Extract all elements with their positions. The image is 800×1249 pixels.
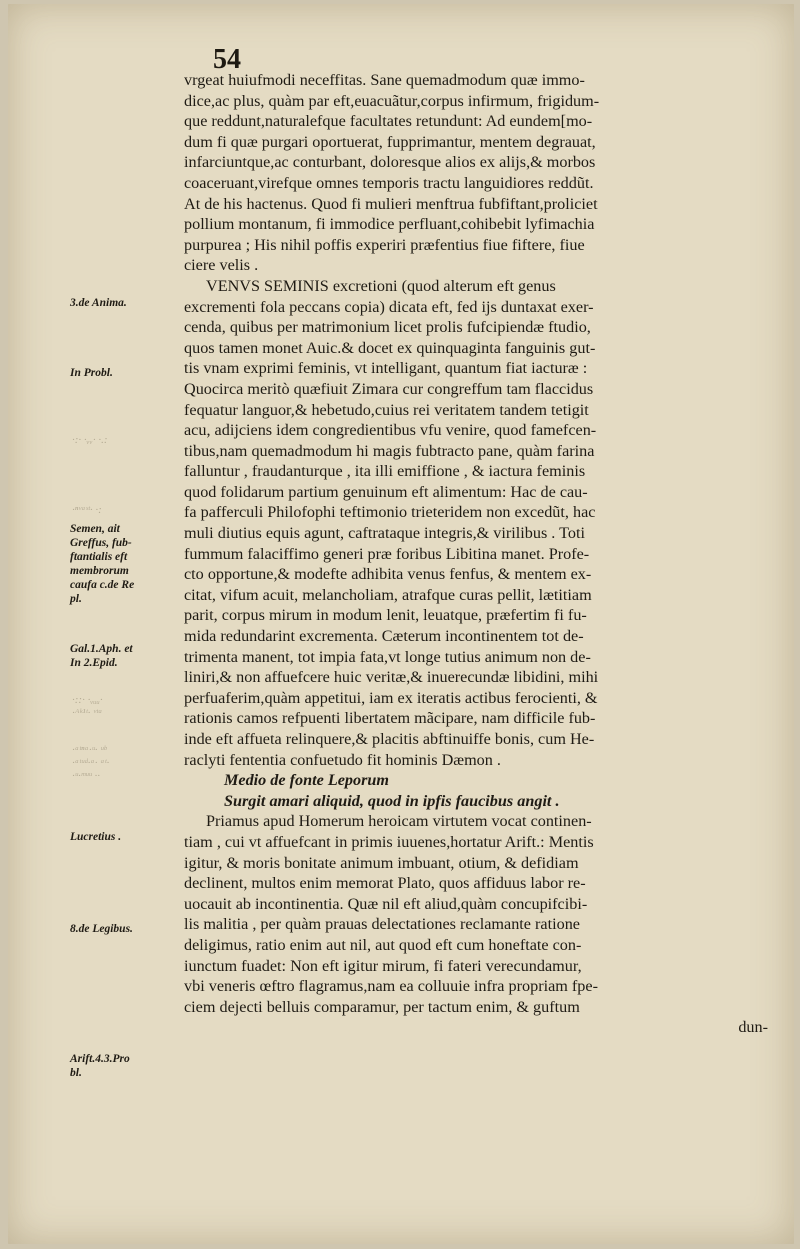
- margin-note-line: pl.: [70, 593, 82, 605]
- text-line: Priamus apud Homerum heroicam virtutem vocat continen-: [206, 812, 592, 831]
- text-line: iunctum fuadet: Non eft igitur mirum, fi fateri verecundamur,: [184, 956, 582, 975]
- margin-note-line: bl.: [70, 1067, 82, 1079]
- text-line: At de his hactenus. Quod fi mulieri menftrua fubfiftant,proliciet: [184, 194, 598, 213]
- text-line: fa pafferculi Philofophi teftimonio trieteridem non excedũt, hac: [184, 503, 596, 522]
- margin-note: [70, 922, 180, 936]
- margin-note-line: Greffus, fub-: [70, 537, 132, 549]
- text-line: muli diutius equis agunt, caftrataque integris,& virilibus . Toti: [184, 524, 585, 543]
- margin-note-line: 3.de Anima.: [70, 297, 127, 309]
- margin-note-line: Lucretius .: [70, 831, 122, 843]
- text-line: fequatur languor,& hebetudo,cuius rei veritatem tandem tetigit: [184, 400, 589, 419]
- text-line: cto opportune,& modefte adhibita venus fenfus, & mentem ex-: [184, 565, 592, 584]
- text-line: Medio de fonte Leporum: [224, 771, 390, 790]
- text-line: tibus,nam quemadmodum hi magis fubtracto pane, quàm farina: [184, 441, 595, 460]
- text-line: que reddunt,naturalefque facultates retundunt: Ad eundem[mo-: [184, 112, 593, 131]
- text-line: quod folidarum partium genuinum eft alimentum: Hac de cau-: [184, 482, 588, 501]
- text-line: inde eft affueta relinquere,& placitis abftinuiffe bonis, cum He-: [184, 730, 595, 748]
- margin-note: [70, 296, 180, 310]
- body-text: [184, 70, 768, 1038]
- bleed-through-mark: ·:· ·ᵥᵥ· ·.:: [72, 434, 108, 446]
- margin-note-line: Semen, ait: [70, 523, 120, 535]
- text-line: tis vnam exprimi feminis, vt intelligant, quantum fiat iacturæ :: [184, 359, 588, 378]
- text-line: dun-: [738, 1018, 768, 1037]
- text-line: acu, adijciens idem congredientibus vfu venire, quod famefcen-: [184, 421, 597, 440]
- text-line: liniri,& non affuefcere huic veritæ,& inuerecundæ libidini, mihi: [184, 668, 599, 687]
- text-line: VENVS SEMINIS excretioni (quod alterum eft genus: [206, 276, 556, 295]
- bleed-through-mark: ·::· ·ᵥᵤᵤ· ·ᴬᵏ¹ᵗ· ᵛᵗᵃ: [72, 694, 103, 719]
- margin-note-line: In Probl.: [70, 367, 113, 379]
- text-line: raclyti fententia confuetudo fit hominis Dæmon .: [184, 750, 501, 769]
- text-line: tiam , cui vt affuefcant in primis iuuenes,hortatur Arift.: Mentis: [184, 832, 594, 851]
- text-line: cenda, quibus per matrimonium licet prolis fufcipiendæ ftudio,: [184, 318, 591, 337]
- text-line: declinent, multos enim memorat Plato, quos affiduus labor re-: [184, 874, 586, 893]
- text-line: dum fi quæ purgari oportuerat, fupprimantur, mentem degrauat,: [184, 132, 596, 151]
- text-line: pollium montanum, fi immodice perfluant,cohibebit lyfimachia: [184, 215, 595, 234]
- page-number: 54: [213, 44, 241, 75]
- bleed-through-mark: ·ⁿᵛᵃˢᵗ· ·:: [72, 504, 102, 516]
- text-line: vrgeat huiufmodi neceffitas. Sane quemadmodum quæ immo-: [184, 71, 585, 89]
- text-line: deligimus, ratio enim aut nil, aut quod eft cum honeftate con-: [184, 935, 582, 954]
- text-line: Surgit amari aliquid, quod in ipfis faucibus angit .: [224, 791, 560, 810]
- text-line: purpurea ; His nihil poffis experiri præfentius fiue fiftere, fiue: [184, 235, 585, 254]
- margin-note-line: 8.de Legibus.: [70, 923, 133, 935]
- text-line: dice,ac plus, quàm par eft,euacuãtur,corpus infirmum, frigidum-: [184, 91, 600, 110]
- text-line: uocauit ab incontinentia. Quæ nil eft aliud,quàm concupifcibi-: [184, 894, 588, 913]
- margin-note: [70, 830, 180, 844]
- margin-note-line: membrorum: [70, 565, 129, 577]
- text-line: ciem dejecti belluis comparamur, per tactum enim, & guftum: [184, 997, 580, 1016]
- text-line: quos tamen monet Auic.& docet ex quinquaginta fanguinis gut-: [184, 338, 596, 357]
- margin-note-line: Gal.1.Aph. et: [70, 643, 133, 655]
- text-line: coaceruant,virefque omnes temporis tractu languidiores reddũt.: [184, 173, 594, 192]
- text-line: falluntur , fraudanturque , ita illi emiffione , & iactura feminis: [184, 462, 586, 481]
- margin-note: [70, 642, 180, 670]
- book-page: [8, 4, 794, 1244]
- margin-note-line: ftantialis eft: [70, 551, 128, 563]
- bleed-through-mark: ·ᵃᵗⁿᵃ·ᵘ· ᵘᵇ ·ᵃᵗᵘᵈ·ᵃ· ᵃᵗ· ·ᵘ·ᵐᵘᵘ ··: [72, 744, 110, 782]
- text-line: Quocirca meritò quæfiuit Zimara cur congreffum tam flaccidus: [184, 379, 594, 398]
- margin-note: [70, 522, 180, 606]
- text-line: trimenta manent, tot impia fata,vt longe tutius animum non de-: [184, 647, 591, 666]
- margin-note: [70, 1052, 180, 1080]
- text-line: mida redundarint excrementa. Cæterum incontinentem tot de-: [184, 627, 584, 646]
- text-line: igitur, & moris bonitate animum imbuant, otium, & defidiam: [184, 853, 579, 872]
- text-line: lis malitia , per quàm prauas delectationes reclamante ratione: [184, 915, 580, 934]
- text-line: parit, corpus mirum in modum lenit, leuatque, præfertim fi fu-: [184, 606, 587, 625]
- margin-note: [70, 366, 180, 380]
- text-line: fummum falaciffimo generi præ foribus Libitina manet. Profe-: [184, 544, 590, 563]
- margin-note-line: In 2.Epid.: [70, 657, 118, 669]
- text-line: infarciuntque,ac conturbant, doloresque alios ex alijs,& morbos: [184, 153, 596, 172]
- text-line: rationis camos refpuenti libertatem mãcipare, nam difficile fub-: [184, 709, 596, 728]
- text-line: ciere velis .: [184, 256, 259, 275]
- margin-note-line: caufa c.de Re: [70, 579, 135, 591]
- text-line: citat, vifum acuit, melancholiam, atrafque curas pellit, lætitiam: [184, 585, 592, 604]
- text-line: excrementi fola peccans copia) dicata eft, fed ijs duntaxat exer-: [184, 297, 594, 316]
- margin-note-line: Arift.4.3.Pro: [70, 1053, 130, 1065]
- text-line: vbi veneris œftro flagramus,nam ea colluuie infra propriam fpe-: [184, 977, 598, 996]
- text-line: perfuaferim,quàm appetitui, iam ex iteratis actibus ferocienti, &: [184, 688, 598, 707]
